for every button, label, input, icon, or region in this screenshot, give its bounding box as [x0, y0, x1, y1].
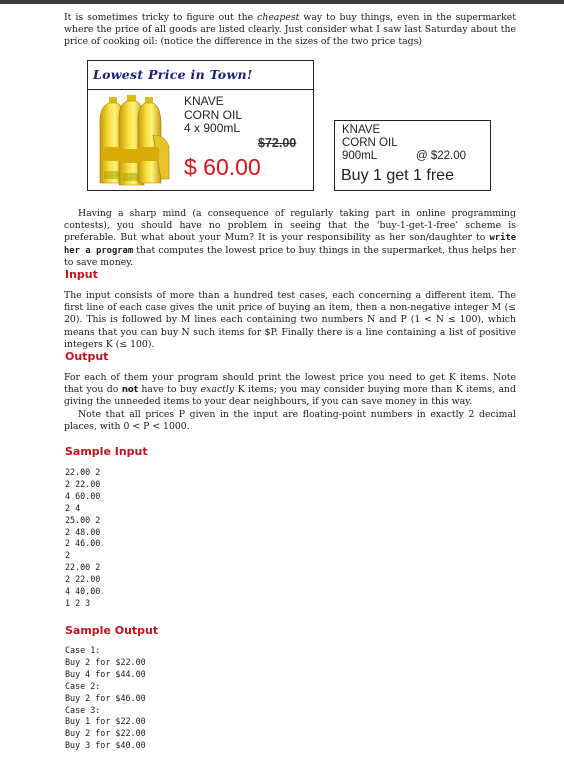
banner-text: Lowest Price in Town! — [93, 67, 253, 82]
price-tag-banner — [88, 61, 313, 90]
unit-price: @ $22.00 — [416, 150, 467, 162]
exactly-emphasis: exactly — [200, 384, 235, 396]
story-paragraph: Having a sharp mind (a consequence of regularly taking part in online programming contests), you should have no problem in seeing that the ‘buy-1-get-1-free’ scheme is preferable. But what about your Mum? It is your responsibility as her son/daughter to write her a program that computes the lowest price to buy things in the supermarket, thus helps her to save money. — [64, 208, 516, 268]
input-description: The input consists of more than a hundred test cases, each concerning a different item. The first line of each case gives the unit price of buying an item, then a non-negative integer M (≤ 20). This is followed by M lines each containing two numbers N and P (1 < N ≤ 100), which means that you can buy N such items for $P. Finally there is a line containing a list of positive integers K (≤ 100). — [64, 290, 516, 350]
top-border — [0, 0, 564, 4]
sample-input-heading: Sample Input — [65, 445, 148, 458]
left-product-info — [184, 95, 242, 136]
sample-output-block: Case 1: Buy 2 for $22.00 Buy 4 for $44.00 Case 2: Buy 2 for $46.00 Case 3: Buy 1 for $22.00 Buy 2 for $22.00 Buy 3 for $40.00 — [65, 645, 146, 751]
not-emphasis: not — [121, 385, 138, 396]
sample-output-heading: Sample Output — [65, 624, 159, 637]
old-price: $72.00 — [258, 136, 297, 150]
sale-price: $ 60.00 — [184, 154, 261, 180]
left-size: 4 x 900mL — [184, 121, 241, 135]
offer-text: Buy 1 get 1 free — [341, 167, 454, 184]
intro-emphasis: cheapest — [257, 12, 300, 23]
sample-input-block: 22.00 2 2 22.00 4 60.00 2 4 25.00 2 2 48.00 2 46.00 2 22.00 2 2 22.00 4 40.00 1 2 3 — [65, 467, 101, 608]
right-product-name: CORN OIL — [342, 137, 398, 149]
highlighted-phrase: write her a program — [64, 233, 516, 256]
lowest-price-tag — [87, 60, 314, 191]
intro-paragraph: It is sometimes tricky to figure out the cheapest way to buy things, even in the supermarket where the price of all goods are listed clearly. Just consider what I saw last Saturday about the price of cooking oil: (notice the difference in the sizes of the two price tags) — [64, 12, 516, 48]
corn-oil-bottles-image — [95, 95, 175, 187]
left-brand: KNAVE — [184, 94, 224, 108]
right-brand: KNAVE — [342, 124, 381, 136]
right-size: 900mL — [342, 150, 378, 162]
output-heading: Output — [65, 350, 109, 363]
left-product-name: CORN OIL — [184, 107, 243, 122]
output-note: Note that all prices P given in the input are floating-point numbers in exactly 2 decimal places, with 0 < P < 1000. — [64, 408, 516, 432]
input-heading: Input — [65, 268, 98, 281]
buy-one-get-one-tag — [334, 120, 491, 191]
right-product-info — [342, 124, 398, 163]
output-description: For each of them your program should print the lowest price you need to get K items. Note that you do not have to buy exactly K items; you may consider buying more than K items, and giving the unneeded items to your dear neighbours, if you can save money in this way. Note that all prices P given in the input are floating-point numbers in exactly 2 decimal places, with 0 < P < 1000. — [64, 372, 516, 432]
